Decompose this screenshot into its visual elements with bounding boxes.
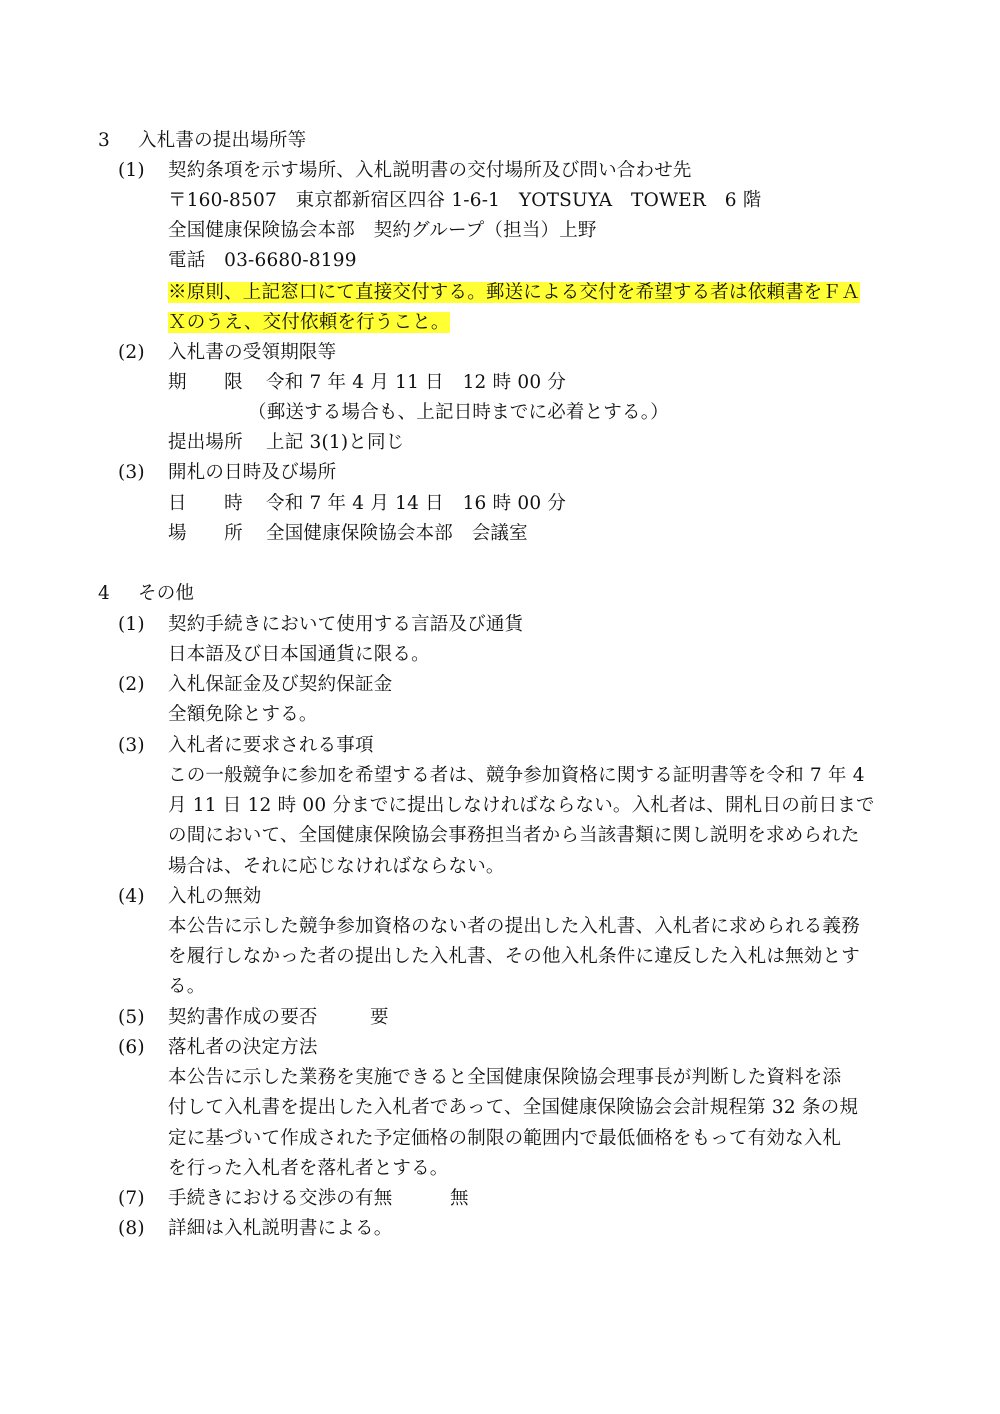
venue-label: 場 所 bbox=[168, 523, 243, 544]
item-3-3-number: (3) bbox=[118, 462, 145, 483]
item-4-3-title: 入札者に要求される事項 bbox=[168, 735, 374, 756]
item-4-7-number: (7) bbox=[118, 1188, 145, 1209]
highlighted-note-line-1 bbox=[168, 278, 860, 308]
deadline-note: （郵送する場合も、上記日時までに必着とする。） bbox=[248, 402, 669, 423]
item-4-1-number: (1) bbox=[118, 614, 145, 635]
item-4-7-value: 無 bbox=[450, 1188, 469, 1209]
highlighted-note-line-2 bbox=[168, 308, 450, 338]
item-4-6-body-line-2: 付して入札書を提出した入札者であって、全国健康保険協会会計規程第 32 条の規 bbox=[168, 1097, 859, 1118]
item-4-1-body: 日本語及び日本国通貨に限る。 bbox=[168, 644, 430, 665]
item-4-4-body-line-2: を履行しなかった者の提出した入札書、その他入札条件に違反した入札は無効とす bbox=[168, 946, 860, 967]
item-3-1-title: 契約条項を示す場所、入札説明書の交付場所及び問い合わせ先 bbox=[168, 160, 692, 181]
item-4-5-value: 要 bbox=[370, 1007, 389, 1028]
place-value: 上記 3(1)と同じ bbox=[266, 432, 405, 453]
item-4-3-body-line-4: 場合は、それに応じなければならない。 bbox=[168, 856, 505, 877]
item-4-5-number: (5) bbox=[118, 1007, 145, 1028]
org-line: 全国健康保険協会本部 契約グループ（担当）上野 bbox=[168, 220, 597, 241]
highlight-1: ※原則、上記窓口にて直接交付する。郵送による交付を希望する者は依頼書をＦＡ bbox=[168, 282, 860, 303]
item-3-1-number: (1) bbox=[118, 160, 145, 181]
item-4-6-body-line-4: を行った入札者を落札者とする。 bbox=[168, 1158, 449, 1179]
phone-line: 電話 03-6680-8199 bbox=[168, 250, 357, 271]
item-4-7-title: 手続きにおける交渉の有無 bbox=[168, 1188, 393, 1209]
section-4-title: その他 bbox=[138, 583, 195, 604]
item-4-3-body-line-2: 月 11 日 12 時 00 分までに提出しなければならない。入札者は、開札日の前日まで bbox=[168, 795, 875, 816]
item-4-3-number: (3) bbox=[118, 735, 145, 756]
deadline-label: 期 限 bbox=[168, 372, 243, 393]
item-3-2-number: (2) bbox=[118, 342, 145, 363]
item-4-1-title: 契約手続きにおいて使用する言語及び通貨 bbox=[168, 614, 524, 635]
section-3-title: 入札書の提出場所等 bbox=[138, 130, 307, 151]
section-4-number: 4 bbox=[98, 583, 110, 604]
item-4-6-body-line-3: 定に基づいて作成された予定価格の制限の範囲内で最低価格をもって有効な入札 bbox=[168, 1128, 842, 1149]
section-3-number: 3 bbox=[98, 130, 110, 151]
item-4-6-title: 落札者の決定方法 bbox=[168, 1037, 318, 1058]
address-line: 〒160-8507 東京都新宿区四谷 1-6-1 YOTSUYA TOWER 6 階 bbox=[168, 190, 762, 211]
item-4-2-number: (2) bbox=[118, 674, 145, 695]
item-4-3-body-line-3: の間において、全国健康保険協会事務担当者から当該書類に関し説明を求められた bbox=[168, 825, 860, 846]
item-4-6-body-line-1: 本公告に示した業務を実施できると全国健康保険協会理事長が判断した資料を添 bbox=[168, 1067, 842, 1088]
place-label: 提出場所 bbox=[168, 432, 243, 453]
item-4-4-title: 入札の無効 bbox=[168, 886, 262, 907]
item-4-3-body-line-1: この一般競争に参加を希望する者は、競争参加資格に関する証明書等を令和 7 年 4 bbox=[168, 765, 865, 786]
item-3-3-title: 開札の日時及び場所 bbox=[168, 462, 337, 483]
datetime-label: 日 時 bbox=[168, 493, 243, 514]
item-3-2-title: 入札書の受領期限等 bbox=[168, 342, 337, 363]
item-4-4-number: (4) bbox=[118, 886, 145, 907]
item-4-8-number: (8) bbox=[118, 1218, 145, 1239]
venue-value: 全国健康保険協会本部 会議室 bbox=[266, 523, 528, 544]
datetime-value: 令和 7 年 4 月 14 日 16 時 00 分 bbox=[266, 493, 567, 514]
item-4-4-body-line-3: る。 bbox=[168, 976, 206, 997]
item-4-4-body-line-1: 本公告に示した競争参加資格のない者の提出した入札書、入札者に求められる義務 bbox=[168, 916, 860, 937]
item-4-2-title: 入札保証金及び契約保証金 bbox=[168, 674, 393, 695]
item-4-2-body: 全額免除とする。 bbox=[168, 704, 318, 725]
item-4-8-title: 詳細は入札説明書による。 bbox=[168, 1218, 393, 1239]
deadline-value: 令和 7 年 4 月 11 日 12 時 00 分 bbox=[266, 372, 567, 393]
item-4-6-number: (6) bbox=[118, 1037, 145, 1058]
item-4-5-title: 契約書作成の要否 bbox=[168, 1007, 318, 1028]
highlight-2: Ｘのうえ、交付依頼を行うこと。 bbox=[168, 312, 450, 333]
